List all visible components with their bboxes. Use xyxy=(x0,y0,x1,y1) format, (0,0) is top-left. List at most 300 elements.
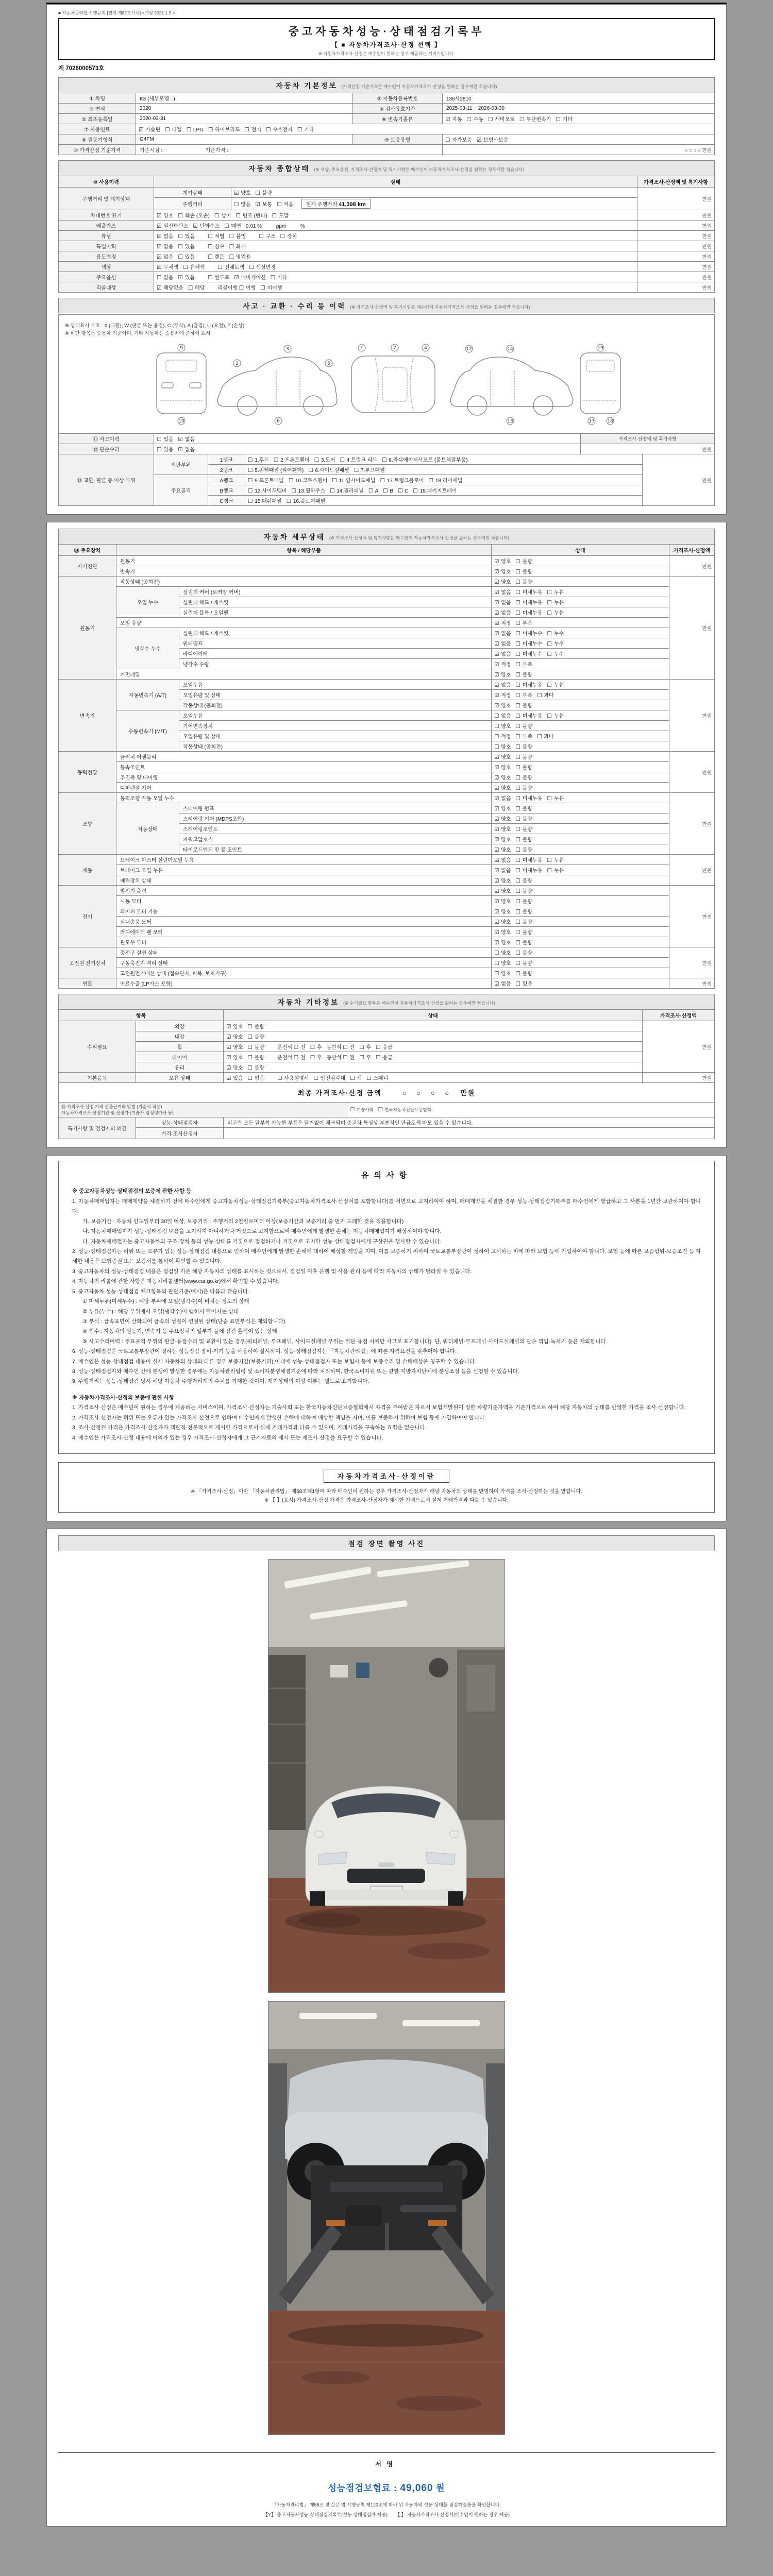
notice-line: ② 누유(누수) : 해당 부위에서 오일(냉각수)이 맺혀서 떨어지는 상태 xyxy=(82,1308,239,1315)
checkbox-checked: ☑ 양호 xyxy=(494,816,511,823)
state-cell xyxy=(224,1073,643,1083)
page-2 xyxy=(46,522,727,1148)
state-cell xyxy=(492,844,669,855)
basic-items-group-cell: 기본품목 xyxy=(59,1073,136,1083)
svg-text:19: 19 xyxy=(597,346,603,351)
checkbox-checked: ☑ 없음 xyxy=(494,589,511,596)
checkbox-unchecked: ☐ 있음 xyxy=(157,436,174,443)
item-cell: 고전원전기배선 상태 (접속단자, 피복, 보호기구) xyxy=(116,968,492,978)
checkbox-checked: ☑ 해당없음 xyxy=(157,285,183,291)
checkbox-unchecked: ☐ 17.트렁크플로어 xyxy=(380,478,424,484)
svg-text:4: 4 xyxy=(424,346,427,351)
checkbox-checked: ☑ 양호 xyxy=(494,929,511,936)
price-basis-value: 기준시점 : 기준가격 : xyxy=(136,145,443,155)
color-change-options xyxy=(217,265,280,270)
checkbox-unchecked: ☐ 많음 xyxy=(234,201,251,208)
item-cell: 오일유량 및 상태 xyxy=(179,731,492,741)
option-items xyxy=(208,275,292,281)
checkbox-checked: ☑ 양호 xyxy=(494,806,511,812)
checkbox-unchecked: ☐ 영업용 xyxy=(229,254,251,260)
device-cell: 자기진단 xyxy=(59,556,116,577)
notice-line: 2. 가격조사·산정자는 허위 또는 오류가 있는 가격조사·산정으로 인하여 매수인에게 발생한 손해에 대하여 배상할 책임을 지며, 이를 보증하기 위하여 보험 등에 가입하여야 합니다. xyxy=(72,1414,486,1421)
tuning-type-options xyxy=(259,234,301,240)
checkbox-checked: ☑ 있음 xyxy=(178,275,195,281)
notice-line: 1. 자동차매매업자는 매매계약을 체결하기 전에 매수인에게 중고자동차성능·상태점검기록부(중고자동차가격조사·산정서를 포함합니다)를 서면으로 고지하여야 하며, 매매계약을 체결한 경우 성능·상태점검기록부를 매수인에게 발급하고 그 사본을 1년간 보관하여야 합니다. xyxy=(72,1198,701,1215)
notice-line: 6. 성능·상태점검은 국토교통부장관이 정하는 성능점검 장비·기기 등을 사용하여 실시하며, 성능·상태점검자는 「자동차관리법」에 따른 자격요건을 갖추어야 합니다. xyxy=(72,1348,457,1355)
svg-text:10: 10 xyxy=(178,419,184,425)
price-cell: 만원 xyxy=(669,886,715,947)
section-title: 자동차 종합상태 xyxy=(248,165,310,173)
odometer-value: 41,398 km xyxy=(339,201,366,208)
field-label: ① 차명 xyxy=(59,93,136,104)
checkbox-unchecked: ☐ 불량 xyxy=(515,888,533,895)
checkbox-unchecked: ☐ 불량 xyxy=(255,190,273,196)
field-label: ⑦ 사용연료 xyxy=(59,124,136,134)
checkbox-unchecked: ☐ 색상변경 xyxy=(249,264,276,270)
assessor-org-options xyxy=(347,1103,715,1117)
item-cell: 오일누유 xyxy=(179,710,492,721)
sub-label: 계기상태 xyxy=(154,188,231,198)
notice-line: 9. 주행거리는 성능·상태점검 당시 해당 자동차 주행거리계의 수치를 기재한 것이며, 계기상태의 이상 여부는 별도로 표기합니다. xyxy=(72,1378,369,1385)
photo-1-garage-front-view xyxy=(268,1560,505,1992)
checkbox-unchecked: ☐ 유채색 xyxy=(183,264,205,270)
item-cell: 내장 xyxy=(136,1031,224,1042)
price-cell: 만원 xyxy=(669,793,715,855)
checkbox-unchecked: ☐ 미세누유 xyxy=(515,713,543,720)
state-cell xyxy=(492,917,669,927)
checkbox-unchecked: ☐ 불량 xyxy=(515,754,533,761)
rank1-options xyxy=(245,454,643,465)
checkbox-unchecked: ☐ 없음 xyxy=(157,275,174,281)
price-cell: 만원 xyxy=(643,1073,715,1083)
checkbox-unchecked: ☐ 기타 xyxy=(556,116,573,123)
checkbox-checked: ☑ 양호 xyxy=(494,785,511,792)
footer-issue-types: 【Y】 중고자동차성능·상태점검기록부(성능·상태점검자 제공) 【 】 자동차가격조사·산정서(매수인이 원하는 경우 제공) xyxy=(263,2512,510,2517)
field-value: K3 (세부모델 : ) xyxy=(136,93,352,104)
checkbox-unchecked: ☐ 장치 xyxy=(280,233,297,240)
item-cell: 스티어링조인트 xyxy=(179,824,492,834)
price-col-head: 가격조사·산정액 및 특기사항 xyxy=(581,434,715,444)
checkbox-unchecked: ☐ 미세누유 xyxy=(515,868,543,874)
checkbox-checked: ☑ 양호 xyxy=(226,1024,243,1030)
checkbox-unchecked: ☐ 후 xyxy=(359,1044,372,1051)
price-cell: 만원 xyxy=(637,231,715,241)
car-views-illustration xyxy=(149,340,624,428)
checkbox-unchecked: ☐ 후 xyxy=(310,1044,322,1051)
checkbox-checked: ☑ 없음 xyxy=(157,244,174,250)
device-cell: 고전원 전기장치 xyxy=(59,947,116,978)
state-options xyxy=(154,272,637,282)
item-cell: 실린더 블록 / 오일팬 xyxy=(179,607,492,618)
recall-sub-label: 리콜이행 xyxy=(217,285,238,291)
checkbox-checked: ☑ 양호 xyxy=(494,703,511,709)
state-cell xyxy=(492,700,669,710)
checkbox-unchecked: ☐ 누유 xyxy=(547,610,564,617)
checkbox-unchecked: ☐ LPG xyxy=(186,127,204,133)
footer-statement: 「자동차관리법」 제58조 및 같은 법 시행규칙 제120조에 따라 위 자동차의 성능·상태를 점검하였음을 확인합니다. xyxy=(272,2502,501,2507)
checkbox-checked: ☑ 없음 xyxy=(494,981,511,988)
checkbox-unchecked: ☐ 없음 xyxy=(247,1075,265,1082)
checkbox-unchecked: ☐ C xyxy=(398,488,409,495)
recall-options xyxy=(157,285,209,291)
page-gap xyxy=(0,1521,773,1529)
checkbox-unchecked: ☐ 침수 xyxy=(208,244,225,250)
checkbox-unchecked: ☐ 불량 xyxy=(515,899,533,905)
notice-line: ④ 침수 : 자동차의 원동기, 변속기 등 주요장치의 일부가 물에 잠긴 흔적이 있는 상태 xyxy=(82,1328,277,1335)
fuel-options xyxy=(136,124,715,134)
notice-line: ① 미세누유(미세누수) : 해당 부위에 오일(냉각수)이 비치는 정도의 상태 xyxy=(82,1298,249,1305)
checkbox-unchecked: ☐ A xyxy=(368,488,379,495)
checkbox-checked: ☑ 없음 xyxy=(494,795,511,802)
subgroup-cell: 냉각수 누수 xyxy=(116,628,179,669)
checkbox-unchecked: ☐ 이행 xyxy=(239,285,256,291)
price-definition-box xyxy=(58,1462,715,1513)
checkbox-unchecked: ☐ 누수 xyxy=(547,651,564,658)
field-value: 2020-03-31 xyxy=(136,114,352,124)
price-definition-line: ※ 【 】(표시) 가격조사·산정 가격은 가격조사·산정자가 제시한 가격으로서 실제 거래가격과 다를 수 있습니다. xyxy=(264,1497,509,1503)
state-cell xyxy=(492,597,669,607)
checkbox-unchecked: ☐ 16.플로어패널 xyxy=(286,498,326,505)
state-cell xyxy=(492,855,669,865)
checkbox-unchecked: ☐ 있음 xyxy=(178,254,195,260)
device-cell: 조향 xyxy=(59,793,116,855)
checkbox-checked: ☑ 없음 xyxy=(157,233,174,240)
checkbox-unchecked: ☐ 미이행 xyxy=(260,285,282,291)
checkbox-checked: ☑ 보통 xyxy=(255,201,273,208)
checkbox-unchecked: ☐ 불량 xyxy=(515,569,533,575)
etc-info-table xyxy=(58,1009,715,1083)
tire-front-rear xyxy=(343,1055,376,1061)
checkbox-checked: ☑ 양호 xyxy=(157,213,174,219)
state-cell xyxy=(492,721,669,731)
item-cell: 스티어링 펌프 xyxy=(179,803,492,814)
checkbox-unchecked: ☐ 불량 xyxy=(515,775,533,782)
checkbox-unchecked: ☐ 해당 xyxy=(188,285,205,291)
checkbox-unchecked: ☐ 1.후드 xyxy=(248,457,269,464)
rank-label: B랭크 xyxy=(208,485,245,496)
checkbox-unchecked: ☐ 미세누유 xyxy=(515,857,543,864)
checkbox-unchecked: ☐ 누유 xyxy=(547,589,564,596)
item-cell: 브레이크 마스터 실린더오일 누유 xyxy=(116,855,492,865)
item-cell: 워터펌프 xyxy=(179,638,492,649)
state-cell xyxy=(492,762,669,772)
item-cell: 냉각수 수량 xyxy=(179,659,492,669)
rankB-options xyxy=(245,485,643,496)
checkbox-unchecked: ☐ 양호 xyxy=(494,950,511,957)
checkbox-unchecked: ☐ 부족 xyxy=(515,734,533,740)
checkbox-checked: ☑ 무채색 xyxy=(157,264,179,270)
tuning-options xyxy=(157,234,199,240)
notice-line: ⑤ 사고수리이력 : 주요골격 부위의 판금·용접수리 및 교환이 있는 경우(쿼터패널, 루프패널, 사이드실패널 부위는 절단·용접 시에만 사고로 표기합니다). 단, 쿼터패널·루프패널·사이드실패널의 단순 꺾임·녹제거 등은 제외합니다. xyxy=(82,1338,608,1345)
checkbox-checked: ☑ 양호 xyxy=(494,775,511,782)
item-cell: 라디에이터 xyxy=(179,649,492,659)
checkbox-checked: ☑ 없음 xyxy=(157,254,174,260)
checkbox-unchecked: ☐ 후 xyxy=(359,1055,372,1061)
state-cell xyxy=(492,947,669,958)
checkbox-unchecked: ☐ 불량 xyxy=(515,672,533,679)
item-cell: 휠 xyxy=(136,1042,224,1052)
checkbox-unchecked: ☐ 무단변속기 xyxy=(519,116,551,123)
item-cell: 오일누유 xyxy=(179,680,492,690)
checkbox-unchecked: ☐ 디젤 xyxy=(165,127,182,133)
state-cell xyxy=(492,638,669,649)
checkbox-unchecked: ☐ 불량 xyxy=(515,940,533,946)
simple-repair-label: ⑫ 단순수리 xyxy=(59,444,154,454)
wheel-state-options xyxy=(226,1045,269,1050)
repair-group-cell: 수리필요 xyxy=(59,1021,136,1073)
subgroup-cell: 자동변속기 (A/T) xyxy=(116,680,179,710)
checkbox-unchecked: ☐ 부족 xyxy=(515,692,533,699)
item-cell: 동력조향 작동 오일 누수 xyxy=(116,793,492,803)
checkbox-checked: ☑ 일산화탄소 xyxy=(157,223,189,229)
section-note: (※ 색상, 주요옵션, 가격조사·산정액 및 특기사항은 매수인이 자동차가격조사·산정을 원하는 경우에만 적습니다) xyxy=(314,167,525,172)
row-label: 튜닝 xyxy=(59,231,154,241)
checkbox-checked: ☑ 양호 xyxy=(494,899,511,905)
checkbox-unchecked: ☐ 하이브리드 xyxy=(208,127,240,133)
checkbox-unchecked: ☐ 응급 xyxy=(376,1055,393,1061)
item-cell: 실내송풍 모터 xyxy=(116,917,492,927)
checkbox-checked: ☑ 양호 xyxy=(494,878,511,885)
checkbox-unchecked: ☐ 양호 xyxy=(494,723,511,730)
col-price: 가격조사·산정액 xyxy=(643,1010,715,1021)
rank2-options xyxy=(245,465,643,475)
checkbox-unchecked: ☐ 있음 xyxy=(178,244,195,250)
comprehensive-table xyxy=(58,176,715,293)
checkbox-checked: ☑ 양호 xyxy=(494,888,511,895)
color-options xyxy=(157,265,209,270)
checkbox-checked: ☑ 적정 xyxy=(494,662,511,668)
checkbox-unchecked: ☐ 5.쿼터패널 (리어휀더) xyxy=(248,467,304,474)
section-detail xyxy=(58,529,715,544)
emission-options xyxy=(157,224,246,229)
state-cell xyxy=(224,1052,643,1062)
seat-label: 운전석 xyxy=(277,1055,293,1061)
odometer-box xyxy=(301,199,371,209)
remarks-table xyxy=(58,1117,715,1139)
inspection-photo-2 xyxy=(268,2001,505,2435)
checkbox-checked: ☑ 양호 xyxy=(234,190,251,196)
checkbox-unchecked: ☐ 도말 xyxy=(272,213,289,219)
checkbox-unchecked: ☐ 적법 xyxy=(208,233,225,240)
checkbox-unchecked: ☐ 15.대쉬패널 xyxy=(248,498,282,505)
state-cell xyxy=(492,803,669,814)
col-item: 항목 xyxy=(59,1010,224,1021)
section-photos xyxy=(58,1535,715,1551)
seat-label: 운전석 xyxy=(277,1045,293,1051)
state-cell xyxy=(492,669,669,680)
checkbox-unchecked: ☐ 스패너 xyxy=(366,1075,389,1082)
state-cell xyxy=(492,783,669,793)
checkbox-unchecked: ☐ 불량 xyxy=(515,703,533,709)
notice-line: ※ 중고자동차성능·상태점검의 보증에 관한 사항 등 xyxy=(72,1188,192,1195)
detail-table xyxy=(58,544,715,989)
checkbox-checked: ☑ 양호 xyxy=(494,569,511,575)
checkbox-unchecked: ☐ 불량 xyxy=(515,950,533,957)
checkbox-unchecked: ☐ 구조 xyxy=(259,233,276,240)
item-cell: 추진축 및 베어링 xyxy=(116,772,492,783)
item-cell: 라디에이터 팬 모터 xyxy=(116,927,492,937)
outer-panel-label: 외판부위 xyxy=(154,454,208,475)
checkbox-unchecked: ☐ 후 xyxy=(310,1055,322,1061)
checkbox-checked: ☑ 없음 xyxy=(494,631,511,637)
checkbox-unchecked: ☐ 불량 xyxy=(515,971,533,977)
checkbox-unchecked: ☐ 불량 xyxy=(515,919,533,926)
state-cell xyxy=(492,628,669,638)
state-cell xyxy=(492,865,669,875)
transmission-options xyxy=(443,114,715,124)
seat-label: 동반석 xyxy=(326,1045,342,1051)
price-cell: 만원 xyxy=(637,221,715,231)
tuning-legality-options xyxy=(208,234,250,240)
state-options xyxy=(231,198,637,210)
notice-line: 7. 매수인은 성능·상태점검 내용이 실제 자동차의 상태와 다른 경우 보증기간(보증거리) 이내에 성능·상태점검자 또는 보험사 등에 보증수리 및 손해배상을 청구할 수 있습니다. xyxy=(72,1358,476,1365)
state-options xyxy=(154,241,637,251)
checkbox-unchecked: ☐ 불량 xyxy=(515,837,533,843)
item-cell: 파워고압호스 xyxy=(179,834,492,844)
option-presence xyxy=(157,275,199,281)
state-options xyxy=(154,221,637,231)
inspection-insurance-fee xyxy=(58,2481,715,2494)
checkbox-unchecked: ☐ 전 xyxy=(293,1055,306,1061)
page-gap xyxy=(0,515,773,522)
item-cell: 실린더 헤드 / 개스킷 xyxy=(179,597,492,607)
document-number: 제 7026000573호 xyxy=(58,65,105,72)
item-cell: 스티어링 기어 (MDPS포함) xyxy=(179,814,492,824)
state-options xyxy=(154,262,637,272)
section-accident-history xyxy=(58,298,715,313)
state-cell xyxy=(492,577,669,587)
svg-text:14: 14 xyxy=(507,347,513,352)
price-cell: 만원 xyxy=(637,251,715,262)
item-cell: 커먼레일 xyxy=(116,669,492,680)
subgroup-cell: 작동상태 xyxy=(116,803,179,855)
price-cell: 만원 xyxy=(637,262,715,272)
price-cell: 만원 xyxy=(669,577,715,680)
checkbox-checked: ☑ 양호 xyxy=(494,909,511,916)
final-price-unit: 만원 xyxy=(460,1089,476,1097)
document-subtitle: 【 ■ 자동차가격조사·산정 선택 】 xyxy=(331,41,442,48)
item-cell: 보유 상태 xyxy=(136,1073,224,1083)
exchange-label: ⑬ 교환, 판금 등 이상 부위 xyxy=(59,454,154,506)
checkbox-checked: ☑ 양호 xyxy=(494,837,511,843)
svg-text:13: 13 xyxy=(507,419,513,425)
checkbox-unchecked: ☐ 화재 xyxy=(229,244,246,250)
form-revision-note: ■ 자동차관리법 시행규칙 [별지 제82호서식] <개정 2021.1.9.> xyxy=(58,10,175,15)
state-cell xyxy=(492,875,669,886)
checkbox-unchecked: ☐ 10.크로스멤버 xyxy=(288,478,328,484)
state-cell xyxy=(492,772,669,783)
section-title: 자동차 세부상태 xyxy=(263,533,325,541)
section-basic-info xyxy=(58,77,715,93)
notice-line: 2. 성능·상태점검자는 허위 또는 오류가 있는 성능·상태점검 내용으로 인하여 매수인에게 발생한 손해에 대하여 배상할 책임을 지며, 이를 보증하기 위하여 국토교통부장관이 정하여 고시하는 바에 따라 보험 등에 가입하여야 합니다. 보험 등에 따른 보증범위·보증조건 등 자세한 내용은 보험증권 또는 보증서를 통하여 확인할 수 있습니다. xyxy=(72,1248,701,1265)
state-options xyxy=(154,231,637,241)
checkbox-unchecked: ☐ 6.사이드실패널 xyxy=(308,467,349,474)
checkbox-checked: ☑ 없음 xyxy=(494,610,511,617)
checkbox-checked: ☑ 있음 xyxy=(226,1075,243,1082)
document-title: 중고자동차성능·상태점검기록부 xyxy=(288,26,485,38)
col-state: 상태 xyxy=(154,176,637,188)
state-options xyxy=(154,282,637,293)
state-cell xyxy=(224,1042,643,1052)
notices-title: 유의사항 xyxy=(361,1171,412,1180)
checkbox-unchecked: ☐ 자가보증 xyxy=(445,137,472,143)
special-options xyxy=(157,244,199,250)
accident-options xyxy=(154,434,581,444)
checkbox-unchecked: ☐ 양호 xyxy=(494,971,511,977)
item-cell: 타이어 xyxy=(136,1052,224,1062)
checkbox-unchecked: ☐ 기타 xyxy=(297,127,314,133)
checkbox-unchecked: ☐ 미세누유 xyxy=(515,795,543,802)
checkbox-checked: ☑ 양호 xyxy=(494,847,511,854)
checkbox-unchecked: ☐ 불량 xyxy=(515,847,533,854)
col-item: 항목 / 해당부품 xyxy=(116,545,492,556)
svg-text:5: 5 xyxy=(327,361,330,367)
state-cell xyxy=(492,710,669,721)
checkbox-checked: ☑ 자동 xyxy=(445,116,462,123)
checkbox-unchecked: ☐ 9.프론트패널 xyxy=(248,478,284,484)
item-cell: 배력장치 상태 xyxy=(116,875,492,886)
state-cell xyxy=(492,927,669,937)
checkbox-unchecked: ☐ 누유 xyxy=(547,868,564,874)
checkbox-unchecked: ☐ 미세누수 xyxy=(515,641,543,648)
checkbox-unchecked: ☐ 전 xyxy=(293,1044,306,1051)
checkbox-unchecked: ☐ 불량 xyxy=(515,723,533,730)
notice-line: 5. 중고자동차 성능·상태점검 체크항목의 판단기준(예시)은 다음과 같습니다. xyxy=(72,1288,249,1295)
section-etc-info xyxy=(58,994,715,1009)
item-cell: 외장 xyxy=(136,1021,224,1031)
state-cell xyxy=(492,741,669,752)
checkbox-unchecked: ☐ 누유 xyxy=(547,795,564,802)
checkbox-unchecked: ☐ 사용설명서 xyxy=(277,1075,309,1082)
state-cell xyxy=(492,649,669,659)
tire-emergency xyxy=(376,1055,397,1061)
item-cell: 연료누출 (LP가스 포함) xyxy=(116,978,492,989)
price-cell: 만원 xyxy=(669,947,715,978)
item-cell: 원동기 xyxy=(116,556,492,566)
checkbox-unchecked: ☐ 불량 xyxy=(515,558,533,565)
checkbox-checked: ☑ 양호 xyxy=(494,754,511,761)
final-price-value: ○ ○ ○ ○ xyxy=(402,1089,453,1097)
svg-text:1: 1 xyxy=(360,346,363,351)
price-definition-title: 자동차가격조사·산정이란 xyxy=(324,1469,449,1483)
state-cell xyxy=(492,587,669,597)
price-cell: 만원 xyxy=(637,188,715,210)
checkbox-unchecked: ☐ 7.루프패널 xyxy=(354,467,385,474)
field-value: G4FM xyxy=(136,134,352,145)
state-cell xyxy=(492,886,669,896)
checkbox-unchecked: ☐ 12.사이드멤버 xyxy=(248,488,287,495)
state-cell xyxy=(224,1062,643,1073)
tire-state-options xyxy=(226,1055,269,1061)
checkbox-unchecked: ☐ 불량 xyxy=(515,806,533,812)
checkbox-unchecked: ☐ 변조 (변타) xyxy=(236,213,267,219)
sub-label: 주행거리 xyxy=(154,198,231,210)
state-cell xyxy=(492,937,669,947)
row-label: 주행거리 및 계기상태 xyxy=(59,188,154,210)
checkbox-unchecked: ☐ 13.휠하우스 xyxy=(291,488,326,495)
notice-line: 8. 성능·상태점검자와 매수인 간에 분쟁이 발생한 경우에는 자동차관리법령 및 소비자분쟁해결기준에 따라 처리하며, 한국소비자원 또는 관할 지방자치단체에 분쟁조정 등을 신청할 수 있습니다. xyxy=(72,1368,519,1375)
inspection-photo-1 xyxy=(268,1559,505,1993)
checkbox-unchecked: ☐ 양호 xyxy=(494,960,511,967)
fee-unit: 원 xyxy=(436,2483,445,2493)
checkbox-unchecked: ☐ 불량 xyxy=(515,785,533,792)
price-cell: 만원 xyxy=(669,855,715,886)
notice-line: 4. 매수인은 가격조사·산정 내용에 이의가 있는 경우 가격조사·산정자에게 그 근거자료의 제시 또는 재조사·산정을 요구할 수 있습니다. xyxy=(72,1434,383,1441)
inspector-comment: 비고란 모든 탈부착 가능한 부품은 탈거없이 체크되며 중고차 특성상 부분적인 판금도색 마모 있을 수 있습니다. xyxy=(224,1117,715,1128)
checkbox-unchecked: ☐ 상이 xyxy=(214,213,231,219)
checkbox-unchecked: ☐ 응급 xyxy=(376,1044,393,1051)
wheel-front-rear xyxy=(343,1045,376,1050)
